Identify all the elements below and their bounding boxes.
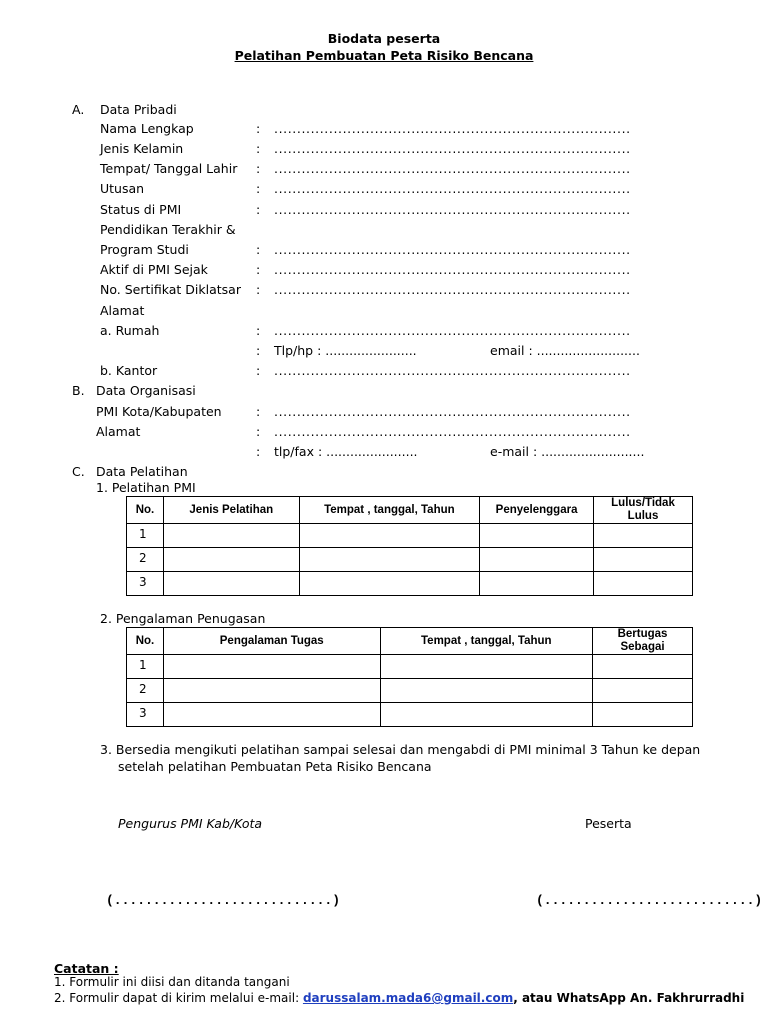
table-cell[interactable] (380, 679, 593, 703)
email-link[interactable]: darussalam.mada6@gmail.com (302, 991, 514, 1005)
field-status-pmi: Status di PMI : .............................................................................. (0, 201, 768, 219)
table-cell[interactable] (163, 548, 299, 572)
form-subtitle: Pelatihan Pembuatan Peta Risiko Bencana (234, 48, 534, 63)
table-cell[interactable] (593, 679, 693, 703)
col-header: Tempat , tanggal, Tahun (299, 497, 480, 524)
notes-title: Catatan : (54, 961, 119, 976)
field-jenis-kelamin: Jenis Kelamin : .............................................................................. (0, 140, 768, 158)
email-field[interactable]: email : .......................... (490, 343, 640, 358)
fill-line[interactable]: .............................................................................. (274, 404, 631, 419)
col-header: No. (127, 497, 164, 524)
row-number: 1 (127, 524, 164, 548)
field-aktif-pmi: Aktif di PMI Sejak : .............................................................................. (0, 261, 768, 279)
col-header: Pengalaman Tugas (163, 628, 380, 655)
table-row (127, 524, 693, 548)
table-cell[interactable] (163, 572, 299, 596)
field-pmi-kota: PMI Kota/Kabupaten : .............................................................................. (0, 403, 768, 421)
fill-line[interactable]: .............................................................................. (274, 242, 631, 257)
fill-line[interactable]: .............................................................................. (274, 181, 631, 196)
row-number: 3 (127, 703, 164, 727)
fax-field[interactable]: tlp/fax : ....................... (274, 444, 418, 459)
table-header-row (127, 497, 693, 524)
table-row (127, 572, 693, 596)
table-cell[interactable] (480, 548, 594, 572)
table-cell[interactable] (163, 679, 380, 703)
fill-line[interactable]: .............................................................................. (274, 161, 631, 176)
table-cell[interactable] (594, 572, 693, 596)
fill-line[interactable]: .............................................................................. (274, 282, 631, 297)
table-cell[interactable] (480, 572, 594, 596)
fill-line[interactable]: .............................................................................. (274, 121, 631, 136)
field-sertifikat: No. Sertifikat Diklatsar : .............................................................................. (0, 281, 768, 299)
fill-line[interactable]: .............................................................................. (274, 141, 631, 156)
col-header: Bertugas Sebagai (593, 628, 693, 655)
field-pendidikan-label: Pendidikan Terakhir & (100, 222, 236, 237)
table-cell[interactable] (163, 655, 380, 679)
table-cell[interactable] (594, 548, 693, 572)
signature-right-label: Peserta (585, 816, 632, 831)
table-cell[interactable] (593, 703, 693, 727)
table-cell[interactable] (163, 524, 299, 548)
field-org-alamat: Alamat : .............................................................................. (0, 423, 768, 441)
signature-right-line[interactable]: (...........................) (536, 893, 763, 908)
fill-line[interactable]: .............................................................................. (274, 202, 631, 217)
table-row (127, 655, 693, 679)
row-number: 1 (127, 655, 164, 679)
fill-line[interactable]: .............................................................................. (274, 424, 631, 439)
table-cell[interactable] (380, 655, 593, 679)
training-table (126, 496, 693, 596)
signature-left-label: Pengurus PMI Kab/Kota (118, 816, 263, 831)
col-header: Penyelenggara (480, 497, 594, 524)
fill-line[interactable]: .............................................................................. (274, 363, 631, 378)
field-utusan: Utusan : .............................................................................. (0, 180, 768, 198)
fill-line[interactable]: .............................................................................. (274, 323, 631, 338)
field-tlp-email-org: : tlp/fax : ....................... e-mail : .......................... (256, 444, 645, 459)
table-cell[interactable] (163, 703, 380, 727)
note-item-2: 2. Formulir dapat di kirim melalui e-mail: darussalam.mada6@gmail.com, atau WhatsApp An. Fakhrurradhi (54, 991, 745, 1005)
fill-line[interactable]: .............................................................................. (274, 262, 631, 277)
note-item-1: 1. Formulir ini diisi dan ditanda tangani (54, 975, 290, 989)
col-header: No. (127, 628, 164, 655)
col-header: Tempat , tanggal, Tahun (380, 628, 593, 655)
col-header: Jenis Pelatihan (163, 497, 299, 524)
field-alamat-label: Alamat (100, 303, 145, 318)
col-header: Lulus/Tidak Lulus (594, 497, 693, 524)
table-row (127, 703, 693, 727)
field-tlp-email-rumah: : Tlp/hp : ....................... email : .......................... (256, 343, 640, 358)
field-alamat-rumah: a. Rumah : .............................................................................. (0, 322, 768, 340)
row-number: 2 (127, 548, 164, 572)
tlp-field[interactable]: Tlp/hp : ....................... (274, 343, 417, 358)
table-cell[interactable] (299, 524, 480, 548)
row-number: 2 (127, 679, 164, 703)
assignment-table (126, 627, 693, 727)
table-header-row (127, 628, 693, 655)
table-row (127, 679, 693, 703)
table-row (127, 548, 693, 572)
table-cell[interactable] (480, 524, 594, 548)
email-field[interactable]: e-mail : .......................... (490, 444, 645, 459)
table-cell[interactable] (594, 524, 693, 548)
table-cell[interactable] (380, 703, 593, 727)
table-cell[interactable] (299, 572, 480, 596)
form-title: Biodata peserta (327, 31, 441, 46)
row-number: 3 (127, 572, 164, 596)
table-cell[interactable] (299, 548, 480, 572)
field-program-studi: Program Studi : .............................................................................. (0, 241, 768, 259)
field-alamat-kantor: b. Kantor : .............................................................................. (0, 362, 768, 380)
field-nama-lengkap: Nama Lengkap : .............................................................................. (0, 120, 768, 138)
signature-left-line[interactable]: (............................) (106, 893, 341, 908)
table-cell[interactable] (593, 655, 693, 679)
field-tempat-tanggal-lahir: Tempat/ Tanggal Lahir : .............................................................................. (0, 160, 768, 178)
